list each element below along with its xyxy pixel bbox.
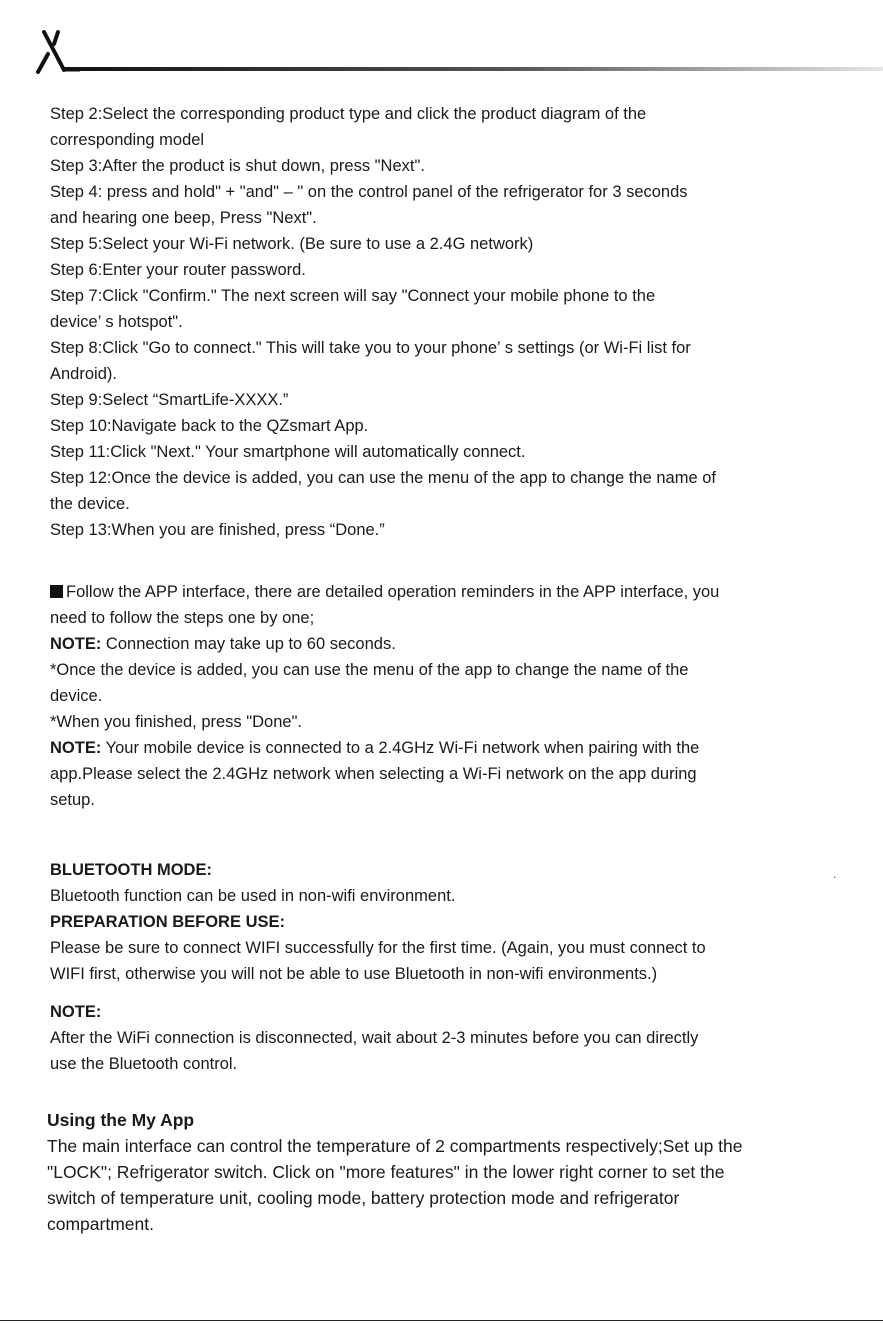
note-text: Connection may take up to 60 seconds. — [101, 635, 396, 653]
section-text: After the WiFi connection is disconnected, wait about 2-3 minutes before you can directly — [50, 1029, 699, 1047]
follow-text: need to follow the steps one by one; — [50, 609, 315, 627]
step-line: Step 3:After the product is shut down, press "Next". — [50, 157, 425, 175]
step-line: Step 6:Enter your router password. — [50, 261, 306, 279]
section-text: Please be sure to connect WIFI successfully for the first time. (Again, you must connect to — [50, 939, 706, 957]
step-line: Step 13:When you are finished, press “Done.” — [50, 521, 385, 539]
done-note: *When you finished, press "Done". — [50, 713, 303, 731]
step-line: Step 11:Click "Next." Your smartphone will automatically connect. — [50, 443, 526, 461]
page-header — [0, 0, 883, 80]
steps-list — [50, 101, 828, 543]
instructions-body — [47, 101, 828, 1237]
connection-note — [50, 631, 828, 657]
step-line: Step 8:Click "Go to connect." This will take you to your phone’ s settings (or Wi-Fi list for — [50, 339, 691, 357]
bluetooth-section — [50, 857, 828, 1077]
step-line: Step 12:Once the device is added, you can use the menu of the app to change the name of — [50, 469, 716, 487]
step-line: the device. — [50, 495, 130, 513]
step-line: corresponding model — [50, 131, 205, 149]
step-line: Step 10:Navigate back to the QZsmart App. — [50, 417, 369, 435]
section-heading: NOTE: — [50, 1003, 102, 1021]
section-heading: BLUETOOTH MODE: — [50, 861, 212, 879]
step-line: and hearing one beep, Press "Next". — [50, 209, 317, 227]
step-line: Android). — [50, 365, 117, 383]
step-line: Step 2:Select the corresponding product type and click the product diagram of the — [50, 105, 647, 123]
section-text: The main interface can control the temperature of 2 compartments respectively;Set up the — [47, 1136, 743, 1156]
stray-mark: . — [833, 867, 837, 881]
section-heading: Using the My App — [47, 1110, 195, 1130]
rename-note: *Once the device is added, you can use the menu of the app to change the name of the — [50, 661, 689, 679]
note-text: app.Please select the 2.4GHz network when selecting a Wi-Fi network on the app during — [50, 765, 697, 783]
using-app-section — [47, 1107, 828, 1237]
step-line: device’ s hotspot". — [50, 313, 183, 331]
step-line: Step 5:Select your Wi-Fi network. (Be sure to use a 2.4G network) — [50, 235, 534, 253]
footer-rule — [0, 1320, 883, 1321]
section-text: switch of temperature unit, cooling mode, battery protection mode and refrigerator — [47, 1188, 680, 1208]
section-text: WIFI first, otherwise you will not be able to use Bluetooth in non-wifi environments.) — [50, 965, 658, 983]
follow-instructions — [50, 579, 828, 631]
wifi-note — [50, 735, 828, 813]
section-text: use the Bluetooth control. — [50, 1055, 238, 1073]
section-heading: PREPARATION BEFORE USE: — [50, 913, 285, 931]
note-text: setup. — [50, 791, 95, 809]
step-line: Step 4: press and hold" + "and" – " on the control panel of the refrigerator for 3 seconds — [50, 183, 688, 201]
note-text: Your mobile device is connected to a 2.4GHz Wi-Fi network when pairing with the — [101, 739, 700, 757]
note-label: NOTE: — [50, 739, 102, 757]
section-text: Bluetooth function can be used in non-wifi environment. — [50, 887, 456, 905]
section-text: compartment. — [47, 1214, 154, 1234]
follow-text: Follow the APP interface, there are detailed operation reminders in the APP interface, you — [66, 583, 720, 601]
step-line: Step 9:Select “SmartLife-XXXX.” — [50, 391, 289, 409]
section-text: "LOCK"; Refrigerator switch. Click on "more features" in the lower right corner to set the — [47, 1162, 725, 1182]
header-rule — [62, 67, 883, 71]
rename-note: device. — [50, 687, 103, 705]
square-bullet-icon — [50, 585, 63, 598]
note-label: NOTE: — [50, 635, 102, 653]
step-line: Step 7:Click "Confirm." The next screen will say "Connect your mobile phone to the — [50, 287, 656, 305]
